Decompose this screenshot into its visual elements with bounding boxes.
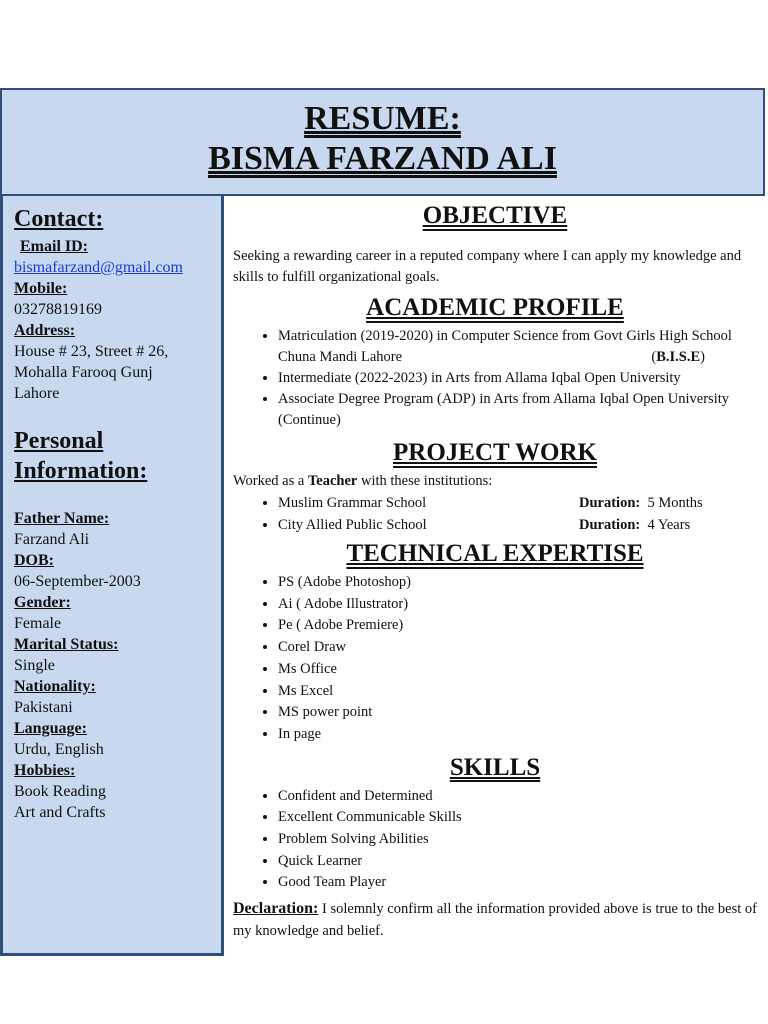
skill-item: • Quick Learner	[278, 851, 757, 873]
email-label: Email ID:	[20, 238, 88, 255]
board-badge	[651, 347, 705, 368]
skill-item: • Confident and Determined	[278, 786, 757, 808]
objective-heading: OBJECTIVE	[422, 202, 568, 229]
skill-item: • Excellent Communicable Skills	[278, 807, 757, 829]
objective-text: Seeking a rewarding career in a reputed company where I can apply my knowledge and skills to fulfill organizational goals.	[233, 248, 742, 285]
dob-value: 06-September-2003	[14, 573, 141, 590]
address-line: House # 23, Street # 26,	[14, 343, 169, 360]
academic-list	[233, 326, 757, 431]
resume-header	[0, 88, 765, 196]
dob-label: DOB:	[14, 552, 54, 569]
marital-value: Single	[14, 657, 55, 674]
nationality-label: Nationality:	[14, 678, 96, 695]
skills-heading: SKILLS	[449, 753, 541, 781]
resume-title: RESUME:	[304, 100, 461, 137]
skill-item: • Good Team Player	[278, 872, 757, 894]
institution-name: • Muslim Grammar School	[278, 495, 427, 511]
technical-item: • Pe ( Adobe Premiere)	[278, 615, 757, 637]
technical-item: • MS power point	[278, 702, 757, 724]
technical-item: • In page	[278, 724, 757, 746]
board-paren-open: (	[651, 349, 657, 365]
hobby-item: Book Reading	[14, 783, 106, 800]
main-content	[233, 198, 757, 942]
declaration-label: Declaration:	[233, 900, 319, 918]
duration-value: 5 Months	[647, 495, 703, 511]
project-list	[233, 492, 757, 536]
declaration	[233, 898, 757, 942]
project-item	[278, 492, 757, 514]
sidebar	[0, 196, 224, 956]
project-heading: PROJECT WORK	[393, 439, 597, 466]
project-intro-post: with these institutions:	[357, 473, 493, 489]
email-link[interactable]: bismafarzand@gmail.com	[14, 259, 183, 276]
language-label: Language:	[14, 720, 87, 737]
hobbies-label: Hobbies:	[14, 762, 76, 779]
technical-item: • Ms Excel	[278, 681, 757, 703]
language-value: Urdu, English	[14, 741, 104, 758]
project-intro	[233, 471, 757, 492]
hobby-item: Art and Crafts	[14, 804, 106, 821]
personal-heading-line: Information:	[14, 458, 148, 484]
board-paren-close: )	[700, 349, 705, 365]
gender-value: Female	[14, 615, 62, 632]
project-item	[278, 514, 757, 536]
duration-label: Duration:	[579, 517, 641, 533]
personal-info-heading	[14, 426, 221, 486]
father-value: Farzand Ali	[14, 531, 90, 548]
address-line: Lahore	[14, 385, 60, 402]
mobile-value: 03278819169	[14, 301, 102, 318]
academic-item: • Associate Degree Program (ADP) in Arts from Allama Iqbal Open University (Continue)	[278, 389, 757, 431]
project-intro-pre: Worked as a	[233, 473, 308, 489]
academic-item-text: Matriculation (2019-2020) in Computer Science from Govt Girls High School Chuna Mandi Lahore	[278, 328, 732, 365]
technical-item: • PS (Adobe Photoshop)	[278, 572, 757, 594]
academic-item	[278, 326, 757, 368]
technical-item: • Ai ( Adobe Illustrator)	[278, 594, 757, 616]
board-name: B.I.S.E	[656, 349, 701, 365]
marital-label: Marital Status:	[14, 636, 119, 653]
duration-label: Duration:	[579, 495, 641, 511]
contact-heading: Contact:	[14, 206, 104, 232]
gender-label: Gender:	[14, 594, 71, 611]
skill-item: • Problem Solving Abilities	[278, 829, 757, 851]
technical-heading: TECHNICAL EXPERTISE	[346, 540, 644, 567]
institution-name: • City Allied Public School	[278, 517, 427, 533]
address-line: Mohalla Farooq Gunj	[14, 364, 153, 381]
address-label: Address:	[14, 322, 76, 339]
academic-heading: ACADEMIC PROFILE	[366, 294, 624, 321]
father-label: Father Name:	[14, 510, 110, 527]
skills-list	[233, 786, 757, 895]
academic-item: • Intermediate (2022-2023) in Arts from Allama Iqbal Open University	[278, 368, 757, 389]
nationality-value: Pakistani	[14, 699, 73, 716]
personal-heading-line: Personal	[14, 428, 104, 454]
technical-item: • Ms Office	[278, 659, 757, 681]
duration-value: 4 Years	[647, 517, 691, 533]
declaration-text: I solemnly confirm all the information provided above is true to the best of my knowledge and belief.	[233, 901, 757, 940]
mobile-label: Mobile:	[14, 280, 68, 297]
technical-list	[233, 572, 757, 746]
project-intro-role: Teacher	[307, 473, 358, 489]
technical-item: • Corel Draw	[278, 637, 757, 659]
candidate-name: BISMA FARZAND ALI	[208, 140, 557, 177]
